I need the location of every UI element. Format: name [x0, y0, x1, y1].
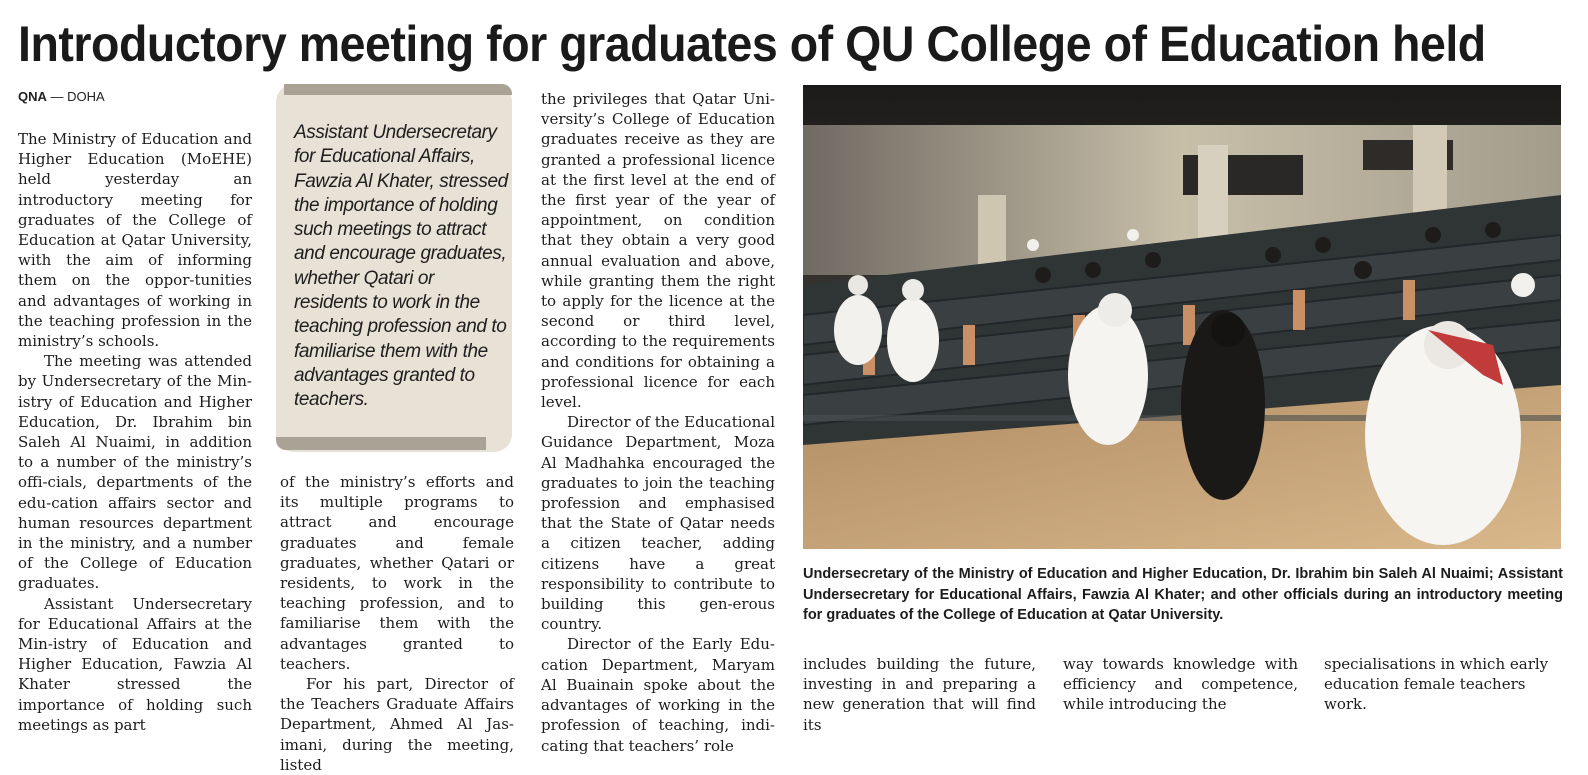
paragraph: Director of the Early Edu-cation Department, Maryam Al Buainain spoke about the advantages of working in the profession of teaching, indi-cating that teachers’ role: [541, 635, 775, 755]
paragraph: The meeting was attended by Undersecretary of the Min-istry of Education and Higher Education, Dr. Ibrahim bin Saleh Al Nuaimi, in addition to a number of the ministry’s offi-cials, departments of the edu-cation affairs sector and human resources department in the ministry, and a number of the College of Education graduates.: [18, 352, 252, 593]
auditorium-photo: [803, 85, 1561, 549]
paragraph: includes building the future, investing in and preparing a new generation that will find its: [803, 655, 1036, 734]
byline-agency: QNA: [18, 89, 47, 104]
paragraph: Director of the Educational Guidance Department, Moza Al Madhahka encouraged the graduates to join the teaching profession and emphasised that the State of Qatar needs a citizen teacher, adding citizens have a great responsibility to contribute to building this gen-erous country.: [541, 413, 775, 634]
article-column-4a: [803, 654, 1036, 735]
byline: [18, 89, 105, 104]
paragraph: For his part, Director of the Teachers Graduate Affairs Department, Ahmed Al Jas-imani, during the meeting, listed: [280, 675, 514, 774]
paragraph: the privileges that Qatar Uni-versity’s College of Education graduates receive as they are granted a professional licence at the first level at the end of the first year of the year of appointment, on condition that they obtain a very good annual evaluation and above, while granting them the right to apply for the licence at the second or third level, according to the requirements and conditions for obtaining a professional licence for each level.: [541, 90, 775, 412]
pull-quote-bottom-bar: [276, 437, 486, 450]
article-column-4b: [1063, 654, 1298, 715]
paragraph: of the ministry’s efforts and its multiple programs to attract and encourage graduates and female graduates, whether Qatari or residents, to work in the teaching profession, and to familiarise them with the advantages granted to teachers.: [280, 473, 514, 673]
article-column-1: [18, 129, 252, 735]
byline-location: DOHA: [67, 89, 105, 104]
paragraph: The Ministry of Education and Higher Education (MoEHE) held yesterday an introductory meeting for graduates of the College of Education at Qatar University, with the aim of informing them on the oppor-tunities and advantages of working in the teaching profession in the ministry’s schools.: [18, 130, 252, 351]
byline-separator: —: [50, 89, 64, 104]
paragraph: way towards knowledge with efficiency and competence, while introducing the: [1063, 655, 1298, 714]
article-column-2: [280, 472, 514, 775]
pull-quote-text: Assistant Undersecretary for Educational Affairs, Fawzia Al Khater, stressed the importance of holding such meetings to attract and encourage graduates, whether Qatari or residents to work in the teaching profession and to familiarise them with the advantages granted to teachers.: [294, 122, 508, 411]
article-column-3: [541, 89, 775, 756]
photo-illustration: [803, 85, 1561, 549]
pull-quote-top-bar: [284, 84, 512, 95]
article-column-4c: [1324, 654, 1558, 715]
headline: Introductory meeting for graduates of QU College of Education held: [18, 16, 1486, 72]
paragraph: specialisations in which early education female teachers work.: [1324, 655, 1549, 714]
paragraph: Assistant Undersecretary for Educational Affairs at the Min-istry of Education and Higher Education, Fawzia Al Khater stressed the importance of holding such meetings as part: [18, 594, 252, 734]
photo-caption: Undersecretary of the Ministry of Education and Higher Education, Dr. Ibrahim bin Saleh Al Nuaimi; Assistant Undersecretary for Educational Affairs, Fawzia Al Khater; and other officials during an introductory meeting for graduates of the College of Education at Qatar University.: [803, 566, 1563, 623]
